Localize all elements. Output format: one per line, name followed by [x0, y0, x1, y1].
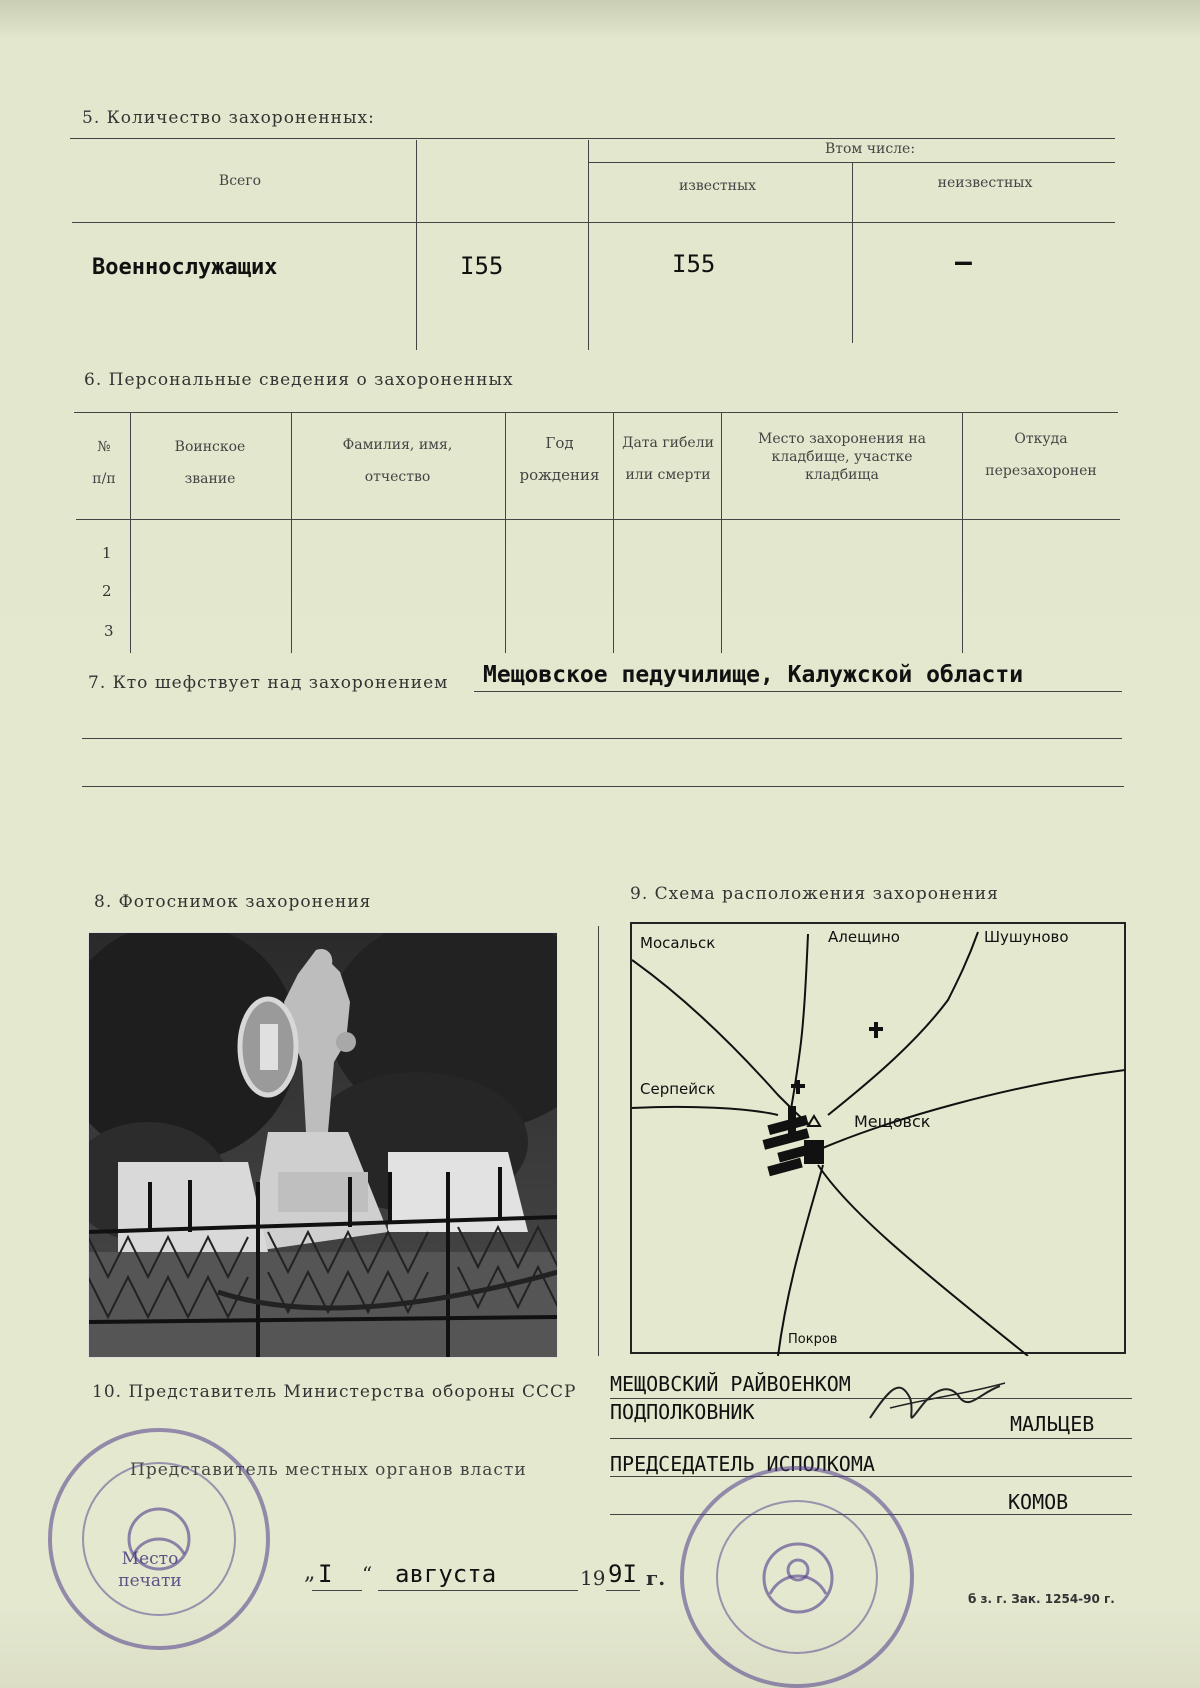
memorial-photo [88, 932, 558, 1358]
table5-col-divider-1 [416, 140, 417, 350]
section6-title: 6. Персональные сведения о захороненных [84, 370, 514, 390]
col-total-header: Всего [218, 173, 262, 189]
patron-value: Мещовское педучилище, Калужской области [483, 662, 1024, 688]
section10-local-label: Представитель местных органов власти [130, 1460, 527, 1480]
table-row: 3 [104, 622, 114, 640]
row-military-label: Военнослужащих [92, 255, 278, 280]
hdr-fullname: Фамилия, имя, отчество [342, 437, 453, 485]
table6-col-3 [505, 413, 506, 653]
date-day-underline [312, 1590, 362, 1591]
section8-title: 8. Фотоснимок захоронения [94, 892, 372, 912]
table6-col-1 [130, 413, 131, 653]
date-day: I [318, 1560, 333, 1588]
hdr-death-date: Дата гибели или смерти [622, 435, 714, 483]
hdr-rank: Воинское звание [174, 439, 246, 487]
date-month-underline [378, 1590, 578, 1591]
table6-col-6 [962, 413, 963, 653]
date-open-quote: „ [304, 1560, 316, 1585]
col-known-header: известных [678, 178, 757, 194]
section5-title: 5. Количество захороненных: [82, 108, 375, 128]
table5-col-divider-2 [588, 140, 589, 350]
place-pokrov: Покров [788, 1332, 838, 1347]
place-serpeysk: Серпейск [640, 1080, 716, 1098]
table6-col-2 [291, 413, 292, 653]
signature-maltsev [860, 1368, 1010, 1438]
print-order-note: б з. г. Зак. 1254-90 г. [968, 1592, 1115, 1606]
table6-header-line [76, 519, 1120, 520]
hdr-num: № п/п [92, 439, 116, 487]
col-unknown-header: неизвестных [937, 175, 1033, 191]
col-including-header: Втом числе: [824, 141, 916, 157]
seal-place-label: Место печати [118, 1549, 182, 1591]
executive-committee-seal [680, 1466, 914, 1688]
table-row: 2 [102, 582, 112, 600]
section9-title: 9. Схема расположения захоронения [630, 884, 999, 904]
date-year-prefix: 19 [580, 1566, 606, 1590]
section7-label: 7. Кто шефствует над захоронением [88, 673, 449, 693]
unknown-count: — [955, 245, 972, 278]
date-close-quote: “ [362, 1562, 373, 1586]
place-aleshchino: Алещино [828, 928, 900, 946]
hdr-burial-place: Место захоронения на кладбище, участке кладбища [757, 431, 927, 483]
date-year-suffix-g: г. [646, 1566, 666, 1590]
mo-name-underline [610, 1438, 1132, 1439]
mo-rep-name: МАЛЬЦЕВ [1010, 1412, 1095, 1436]
patron-underline [474, 691, 1122, 692]
place-meshchovsk: Мещовск [854, 1112, 931, 1131]
local-line1-underline [610, 1476, 1132, 1477]
location-scheme-map [628, 920, 1128, 1356]
blank-line-2 [82, 786, 1124, 787]
hdr-reburied-from: Откуда перезахоронен [985, 431, 1097, 479]
blank-line-1 [82, 738, 1122, 739]
mo-rep-line2: ПОДПОЛКОВНИК [610, 1400, 755, 1424]
date-year-underline [606, 1590, 640, 1591]
date-year-suffix: 9I [608, 1560, 637, 1588]
table5-col-divider-3 [852, 163, 853, 343]
date-month: августа [395, 1560, 497, 1588]
known-count: I55 [672, 250, 716, 278]
photo-frame-right [598, 926, 599, 1356]
total-count: I55 [460, 252, 504, 280]
local-rep-name: КОМОВ [1008, 1490, 1069, 1514]
table5-header-line [72, 222, 1115, 223]
section10-mo-label: 10. Представитель Министерства обороны СССР [92, 1382, 577, 1402]
place-shushunovo: Шушуново [984, 928, 1069, 946]
place-mosalsk: Мосальск [640, 934, 716, 952]
hdr-birth-year: Год рождения [519, 434, 600, 484]
military-commissariat-seal [48, 1428, 270, 1650]
table-row: 1 [102, 544, 112, 562]
mo-rep-line1: МЕЩОВСКИЙ РАЙВОЕНКОМ [610, 1372, 851, 1396]
local-rep-line1: ПРЕДСЕДАТЕЛЬ ИСПОЛКОМА [610, 1452, 875, 1476]
